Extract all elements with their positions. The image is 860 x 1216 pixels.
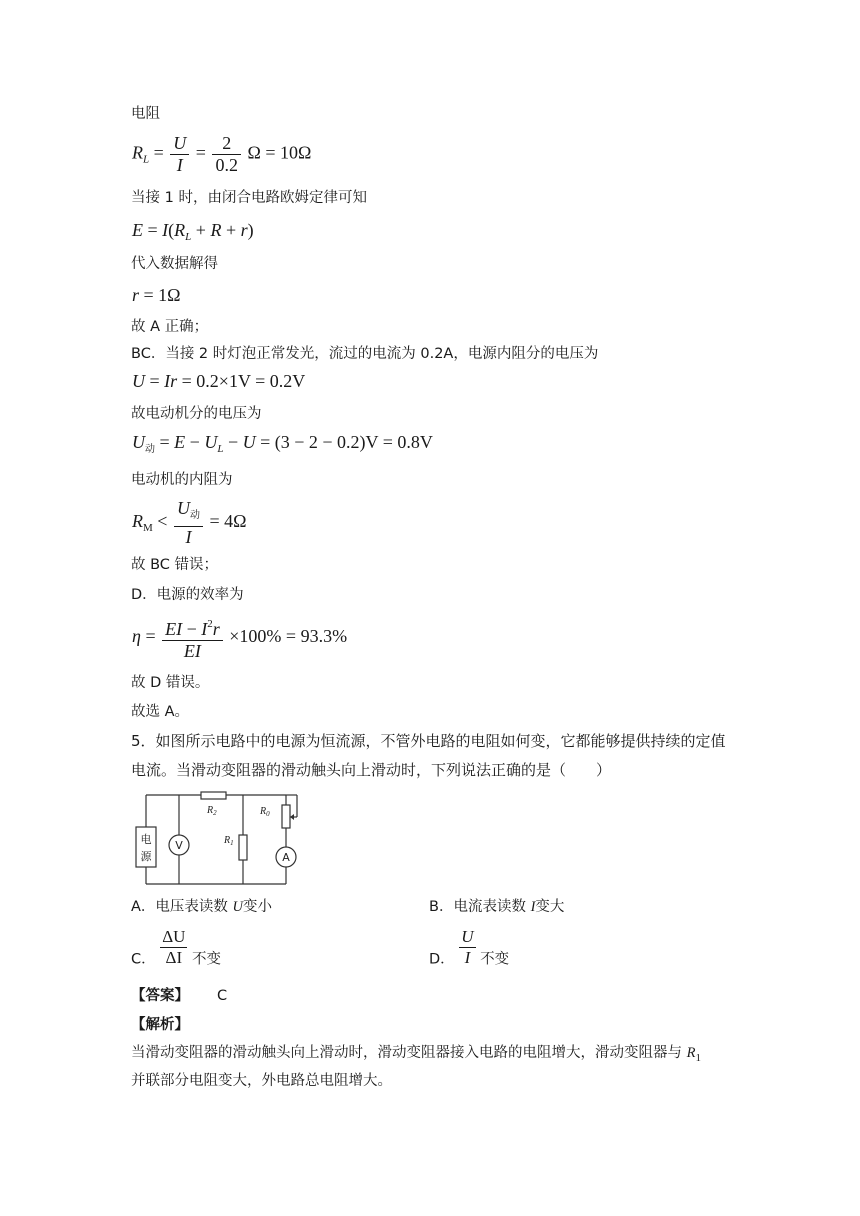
- question5-line1: 5．如图所示电路中的电源为恒流源，不管外电路的电阻如何变，它都能够提供持续的定值: [131, 732, 726, 750]
- motor-resistance-equation: $R_M$ < $\frac{U_动}{I}$ = 4Ω: [132, 498, 247, 547]
- question5-line2: 电流。当滑动变阻器的滑动触头向上滑动时，下列说法正确的是（ ）: [131, 761, 612, 779]
- answer-value: C: [217, 988, 228, 1004]
- ammeter-label: A: [282, 851, 290, 864]
- d-wrong-text: 故 D 错误。: [131, 675, 210, 691]
- option-a[interactable]: A．电压表读数 U变小: [131, 899, 273, 915]
- d-text: D．电源的效率为: [131, 587, 244, 603]
- fraction-efficiency: $\frac{EI - I^2r}{EI}$: [162, 614, 223, 662]
- source-label-1: 电: [140, 833, 152, 846]
- rheostat-slider: [290, 814, 294, 820]
- emf-equation: $E = I(R_L + R + r)$: [132, 220, 254, 243]
- answer-label: 【答案】: [131, 988, 189, 1004]
- option-c[interactable]: C． $\frac{\Delta U}{\Delta I}$ 不变: [131, 927, 222, 968]
- efficiency-equation: η = $\frac{EI - I^2r}{EI}$ ×100% = 93.3%: [132, 614, 347, 662]
- source-label-2: 源: [140, 850, 152, 863]
- r2-label: $R_2$: [207, 805, 217, 817]
- bc-text: BC．当接 2 时灯泡正常发光，流过的电流为 0.2A，电源内阻分的电压为: [131, 346, 599, 362]
- answer-row: [131, 986, 227, 1006]
- analysis-line1: 当滑动变阻器的滑动触头向上滑动时，滑动变阻器接入电路的电阻增大，滑动变阻器与 $R_1$: [131, 1045, 701, 1064]
- u-equation: U = Ir = 0.2×1V = 0.2V: [132, 371, 306, 391]
- option-b[interactable]: B．电流表读数 I变大: [429, 899, 565, 915]
- r0-label: $R_0$: [260, 806, 270, 818]
- fraction-du-over-di: $\frac{\Delta U}{\Delta I}$: [162, 927, 186, 967]
- choose-a-text: 故选 A。: [131, 704, 190, 720]
- analysis-label: 【解析】: [131, 1017, 189, 1033]
- substitute-text: 代入数据解得: [131, 256, 218, 272]
- option-d[interactable]: D． $\frac{U}{I}$ 不变: [429, 927, 510, 968]
- resistor-r2: [201, 792, 226, 799]
- resistor-r1: [239, 835, 247, 860]
- bc-wrong-text: 故 BC 错误；: [131, 557, 219, 573]
- rl-equation: $R_L$ = $\frac{U}{I}$ = $\frac{2}{0.2}$ Ω = 10Ω: [132, 133, 312, 175]
- analysis-line2: 并联部分电阻变大，外电路总电阻增大。: [131, 1073, 392, 1089]
- a-correct-text: 故 A 正确；: [131, 319, 209, 335]
- circuit-diagram: [131, 790, 301, 890]
- fraction-u-over-i-option: $\frac{U}{I}$: [461, 927, 474, 967]
- rheostat-r0: [282, 805, 290, 828]
- connect1-text: 当接 1 时，由闭合电路欧姆定律可知: [131, 190, 367, 206]
- fraction-u-over-i: $\frac{U}{I}$: [170, 133, 189, 176]
- fraction-ud-over-i: $\frac{U_动}{I}$: [174, 498, 203, 548]
- voltmeter-label: V: [175, 839, 183, 852]
- motor-voltage-equation: $U_动 = E - U_L - U = (3 - 2 - 0.2)V = 0.8V$: [132, 432, 433, 455]
- motor-resistance-text: 电动机的内阻为: [131, 472, 233, 488]
- motor-voltage-text: 故电动机分的电压为: [131, 406, 262, 422]
- resistance-label: 电阻: [131, 106, 160, 122]
- r-equation: r = 1Ω: [132, 285, 181, 305]
- fraction-2-over-0.2: $\frac{2}{0.2}$: [212, 133, 241, 176]
- r1-label: $R_1$: [224, 835, 234, 847]
